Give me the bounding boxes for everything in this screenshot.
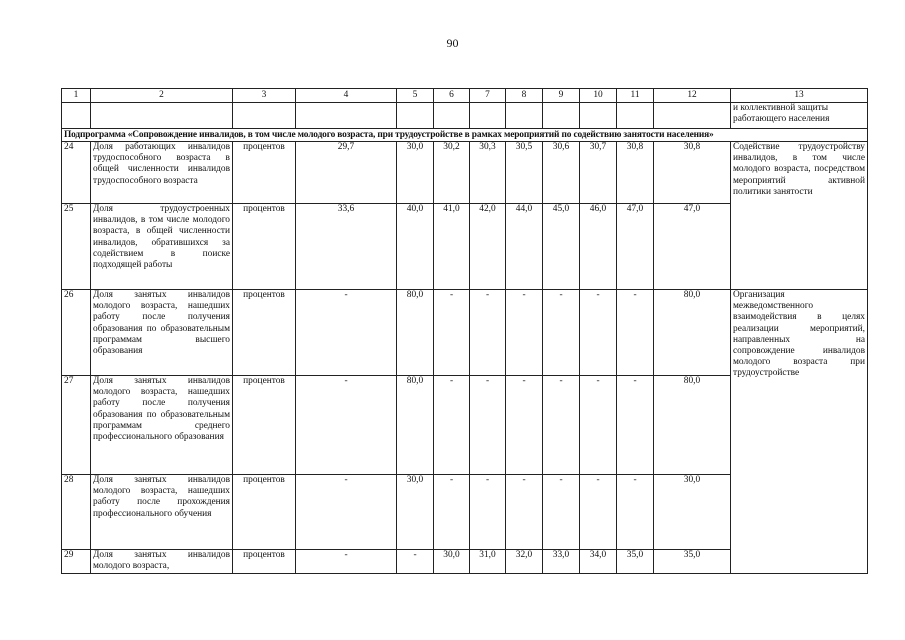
indicators-table [61,88,868,574]
expected-result: Содействие трудоустройству инвалидов, в том числе молодого возраста, посредством мероприятий активной политики занятости [731,142,868,290]
indicator-name: Доля трудоустроенных инвалидов, в том числе молодого возраста, в общей численности инвалидов, обратившихся за содействием в поиске подходящей работы [91,204,233,290]
value-base: - [296,550,397,574]
row-number: 27 [62,376,91,475]
value: - [617,290,654,376]
unit: процентов [233,376,296,475]
value-target: 80,0 [654,290,731,376]
unit: процентов [233,142,296,204]
value-target: 80,0 [654,376,731,475]
header-cell: 3 [233,89,296,103]
indicator-name: Доля занятых инвалидов молодого возраста, нашедших работу после получения образования по образовательным программам среднего профессионального образования [91,376,233,475]
value: 30,2 [434,142,470,204]
value: 41,0 [434,204,470,290]
value: 40,0 [397,204,434,290]
value-target: 47,0 [654,204,731,290]
value: 30,0 [434,550,470,574]
value: 35,0 [617,550,654,574]
value: - [506,475,543,550]
header-cell: 2 [91,89,233,103]
unit: процентов [233,290,296,376]
page-number: 90 [446,36,459,50]
expected-result: Организация межведомственного взаимодействия в целях реализации мероприятий, направленных на сопровождение инвалидов молодого возраста при трудоустройстве [731,290,868,574]
header-cell: 5 [397,89,434,103]
value: 30,5 [506,142,543,204]
subprogram-row [62,129,868,142]
value: - [617,475,654,550]
value: 80,0 [397,290,434,376]
value-base: - [296,290,397,376]
unit: процентов [233,550,296,574]
header-cell: 4 [296,89,397,103]
value: 30,0 [397,475,434,550]
value: 30,8 [617,142,654,204]
value: 30,3 [470,142,506,204]
header-cell: 12 [654,89,731,103]
value: - [543,475,580,550]
value-target: 35,0 [654,550,731,574]
continuation-row [62,103,868,129]
table-row [62,142,868,204]
value: 30,6 [543,142,580,204]
value-base: 33,6 [296,204,397,290]
indicator-name: Доля занятых инвалидов молодого возраста, нашедших работу после прохождения профессионального обучения [91,475,233,550]
header-row [62,89,868,103]
value: - [434,376,470,475]
value: 34,0 [580,550,617,574]
value: - [506,290,543,376]
header-cell: 1 [62,89,91,103]
value: - [434,475,470,550]
continuation-text: и коллективной защиты работающего населения [731,103,868,129]
value: - [434,290,470,376]
value-base: - [296,475,397,550]
unit: процентов [233,204,296,290]
value-base: 29,7 [296,142,397,204]
table-row [62,290,868,376]
row-number: 28 [62,475,91,550]
value: - [580,376,617,475]
value: 32,0 [506,550,543,574]
value: 80,0 [397,376,434,475]
row-number: 24 [62,142,91,204]
header-cell: 10 [580,89,617,103]
value: 46,0 [580,204,617,290]
header-cell: 13 [731,89,868,103]
value: 33,0 [543,550,580,574]
value: 47,0 [617,204,654,290]
value: 30,0 [397,142,434,204]
header-cell: 6 [434,89,470,103]
value-base: - [296,376,397,475]
header-cell: 9 [543,89,580,103]
subprogram-title: Подпрограмма «Сопровождение инвалидов, в том числе молодого возраста, при трудоустройстве в рамках мероприятий по содействию занятости населения» [62,129,868,142]
value: 44,0 [506,204,543,290]
value: - [506,376,543,475]
indicator-name: Доля занятых инвалидов молодого возраста, [91,550,233,574]
value: - [580,290,617,376]
header-cell: 11 [617,89,654,103]
value: 42,0 [470,204,506,290]
row-number: 25 [62,204,91,290]
header-cell: 8 [506,89,543,103]
value: - [470,376,506,475]
header-cell: 7 [470,89,506,103]
value-target: 30,0 [654,475,731,550]
value: 31,0 [470,550,506,574]
indicator-name: Доля работающих инвалидов трудоспособного возраста в общей численности инвалидов трудоспособного возраста [91,142,233,204]
value: 45,0 [543,204,580,290]
value: - [397,550,434,574]
value: - [543,290,580,376]
value: - [543,376,580,475]
value: 30,7 [580,142,617,204]
indicator-name: Доля занятых инвалидов молодого возраста, нашедших работу после получения образования по образовательным программам высшего образования [91,290,233,376]
row-number: 29 [62,550,91,574]
value: - [617,376,654,475]
value: - [580,475,617,550]
row-number: 26 [62,290,91,376]
value: - [470,475,506,550]
value: - [470,290,506,376]
value-target: 30,8 [654,142,731,204]
unit: процентов [233,475,296,550]
